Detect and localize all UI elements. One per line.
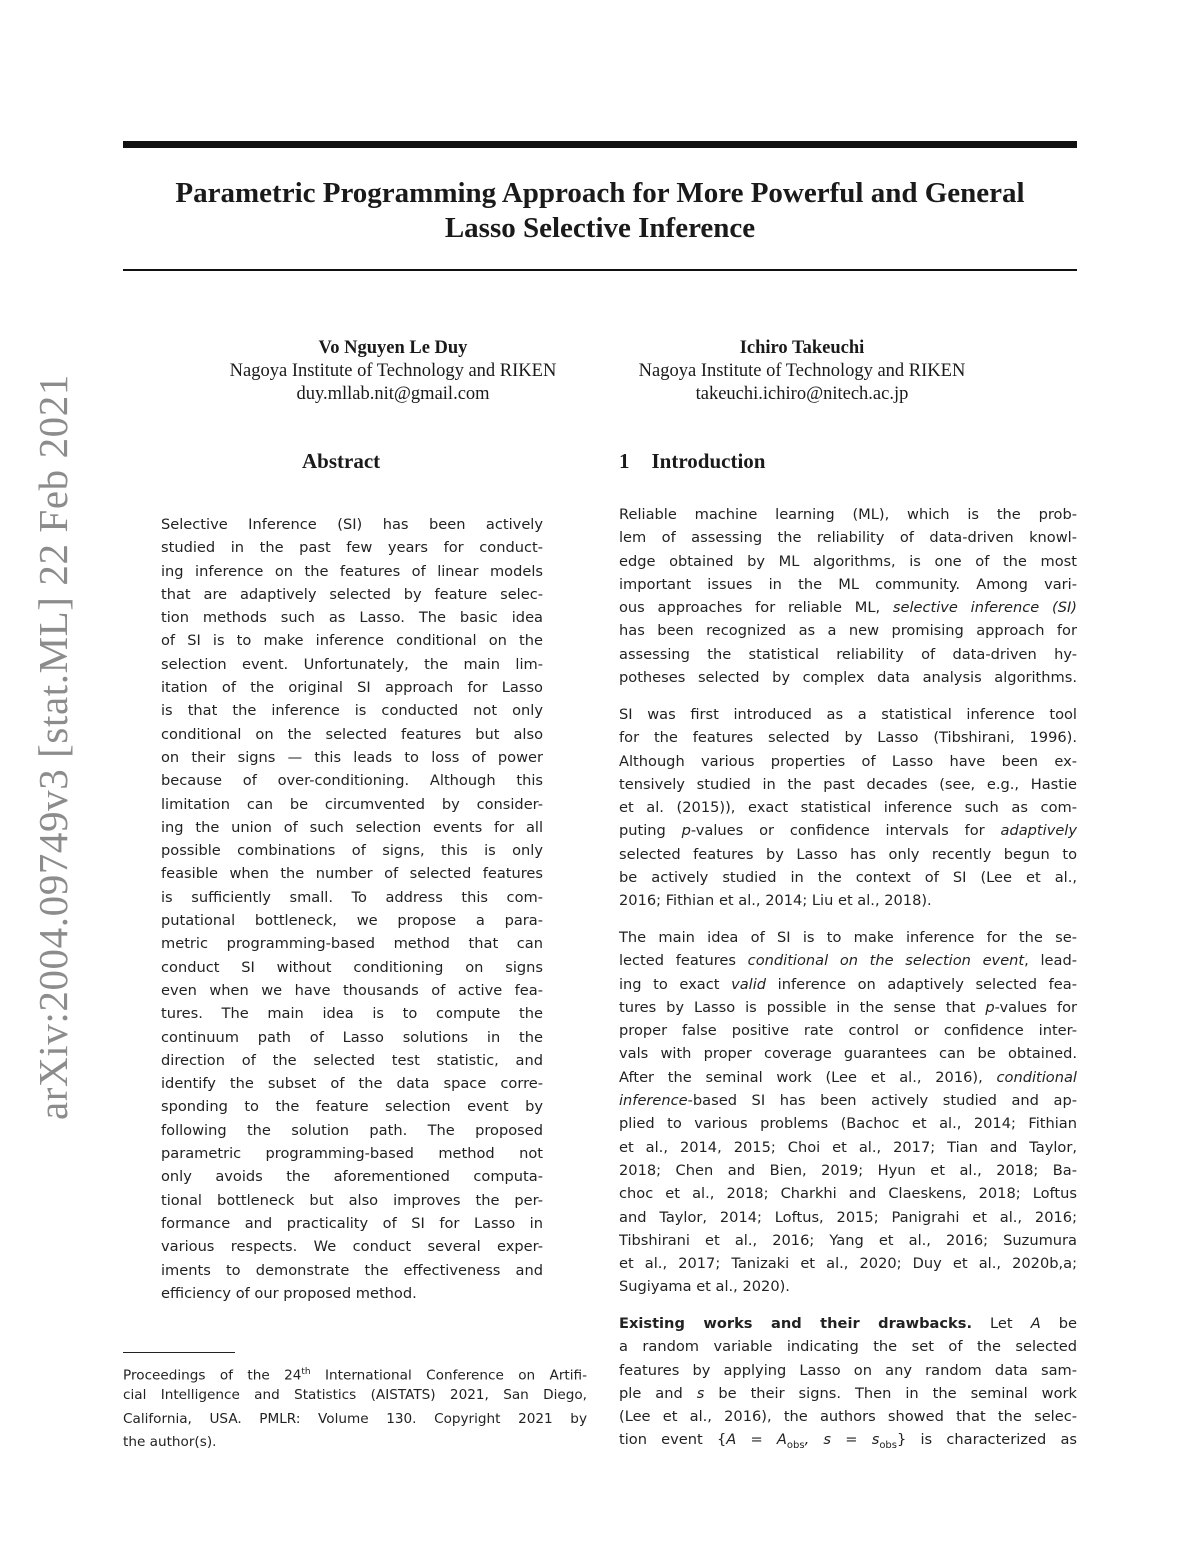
abstract-line: of SI is to make inference conditional on the [161, 632, 543, 650]
abstract-body [161, 513, 543, 1305]
author-email: takeuchi.ichiro@nitech.ac.jp [695, 384, 909, 404]
footnote-line: California, USA. PMLR: Volume 130. Copyright 2021 by [123, 1410, 587, 1427]
title-bottom-rule [123, 269, 1077, 271]
abstract-line: ing inference on the features of linear models [161, 562, 543, 580]
abstract-line: possible combinations of signs, this is only [161, 842, 543, 860]
abstract-line: is sufficiently small. To address this com- [161, 888, 543, 906]
abstract-line: conduct SI without conditioning on signs [161, 958, 543, 976]
abstract-line: sponding to the feature selection event by [161, 1098, 543, 1116]
intro-paragraph-1: Reliable machine learning (ML), which is the prob- lem of assessing the reliability of data-driven knowl- edge obtained by ML algorithms, is one of the most important issues in the ML community. Among vari- ous approaches for reliable ML, selective inference (SI) has been recognized as a new promising approach for assessing the statistical reliability of data-driven hy- potheses selected by complex data analysis algorithms. [619, 506, 1077, 687]
abstract-line: that are adaptively selected by feature selec- [161, 585, 543, 603]
abstract-heading: Abstract [302, 449, 381, 473]
abstract-line: conditional on the selected features but also [161, 725, 543, 743]
section-title: Introduction [651, 449, 766, 473]
abstract-line: tional bottleneck but also improves the per- [161, 1191, 543, 1209]
abstract-line: ing the union of such selection events for all [161, 818, 543, 836]
abstract-line: putational bottleneck, we propose a para- [161, 912, 543, 930]
intro-paragraph-2: SI was first introduced as a statistical inference tool for the features selected by Lasso (Tibshirani, 1996). Although various properties of Lasso have been ex- tensively studied in the past decades (see, e.g., Hastie et al. (2015)), exact statistical inference such as com- puting p-values or confidence intervals for adaptively selected features by Lasso has only recently begun to be actively studied in the context of SI (Lee et al., 2016; Fithian et al., 2014; Liu et al., 2018). [619, 706, 1077, 910]
abstract-line: direction of the selected test statistic, and [161, 1051, 543, 1069]
abstract-line: is that the inference is conducted not only [161, 702, 543, 720]
abstract-line: tion methods such as Lasso. The basic idea [161, 609, 543, 627]
title-line-2: Lasso Selective Inference [444, 212, 756, 244]
author-block-1 [193, 337, 593, 406]
abstract-line: Selective Inference (SI) has been actively [161, 516, 543, 533]
abstract-line: selection event. Unfortunately, the main lim- [161, 655, 543, 673]
abstract-line: limitation can be circumvented by consider- [161, 795, 543, 813]
intro-paragraph-4: Existing works and their drawbacks. Let A be a random variable indicating the set of the selected features by applying Lasso on any random data sam- ple and s be their signs. Then in the seminal work (Lee et al., 2016), the authors showed that the selec- tion event {$A = A_{obs}$, $s = s_{obs}$} is characterized as [619, 1315, 1077, 1452]
abstract-line: formance and practicality of SI for Lasso in [161, 1214, 543, 1232]
abstract-line: itation of the original SI approach for Lasso [161, 679, 543, 697]
author-block-2 [602, 337, 1002, 406]
footnote [123, 1362, 587, 1455]
footnote-rule [123, 1352, 235, 1353]
abstract-line: identify the subset of the data space corre- [161, 1075, 543, 1093]
abstract-line: iments to demonstrate the effectiveness and [161, 1261, 543, 1279]
author-name: Vo Nguyen Le Duy [318, 338, 468, 358]
author-name: Ichiro Takeuchi [739, 338, 865, 358]
arxiv-stamp: arXiv:2004.09749v3 [stat.ML] 22 Feb 2021 [30, 374, 76, 1120]
paper-title [120, 176, 1080, 246]
title-top-rule [123, 141, 1077, 148]
intro-heading [619, 449, 765, 474]
intro-paragraph-3: The main idea of SI is to make inference for the se- lected features conditional on the selection event, lead- ing to exact valid inference on adaptively selected fea- tures by Lasso is possible in the sense that p-values for proper false positive rate control or confidence inter- vals with proper coverage guarantees can be obtained. After the seminal work (Lee et al., 2016), conditional inference-based SI has been actively studied and ap- plied to various problems (Bachoc et al., 2014; Fithian et al., 2014, 2015; Choi et al., 2017; Tian and Taylor, 2018; Chen and Bien, 2019; Hyun et al., 2018; Ba- choc et al., 2018; Charkhi and Claeskens, 2018; Loftus and Taylor, 2014; Loftus, 2015; Panigrahi et al., 2016; Tibshirani et al., 2016; Yang et al., 2016; Suzumura et al., 2017; Tanizaki et al., 2020; Duy et al., 2020b,a; Sugiyama et al., 2020). [619, 929, 1078, 1296]
abstract-line: feasible when the number of selected features [161, 865, 543, 883]
abstract-line: tures. The main idea is to compute the [161, 1005, 543, 1023]
abstract-line: studied in the past few years for conduct- [161, 539, 543, 557]
footnote-line: the author(s). [123, 1433, 217, 1450]
author-affiliation: Nagoya Institute of Technology and RIKEN [229, 361, 557, 381]
author-affiliation: Nagoya Institute of Technology and RIKEN [638, 361, 966, 381]
abstract-line: following the solution path. The proposed [161, 1121, 543, 1139]
abstract-line: because of over-conditioning. Although this [161, 772, 543, 790]
abstract-line: parametric programming-based method not [161, 1145, 543, 1163]
abstract-line: continuum path of Lasso solutions in the [161, 1028, 543, 1046]
footnote-line: Proceedings of the 24th International Conference on Artifi- [123, 1367, 587, 1384]
abstract-line: only avoids the aforementioned computa- [161, 1168, 543, 1186]
title-line-1: Parametric Programming Approach for More Powerful and General [175, 177, 1025, 209]
abstract-line: various respects. We conduct several exper- [161, 1238, 543, 1256]
section-number: 1 [619, 449, 630, 473]
footnote-line: cial Intelligence and Statistics (AISTATS) 2021, San Diego, [123, 1387, 587, 1404]
abstract-line: metric programming-based method that can [161, 935, 543, 953]
author-email: duy.mllab.nit@gmail.com [296, 384, 490, 404]
abstract-line: efficiency of our proposed method. [161, 1284, 417, 1302]
abstract-line: on their signs — this leads to loss of power [161, 748, 543, 766]
abstract-line: even when we have thousands of active fea- [161, 981, 543, 999]
